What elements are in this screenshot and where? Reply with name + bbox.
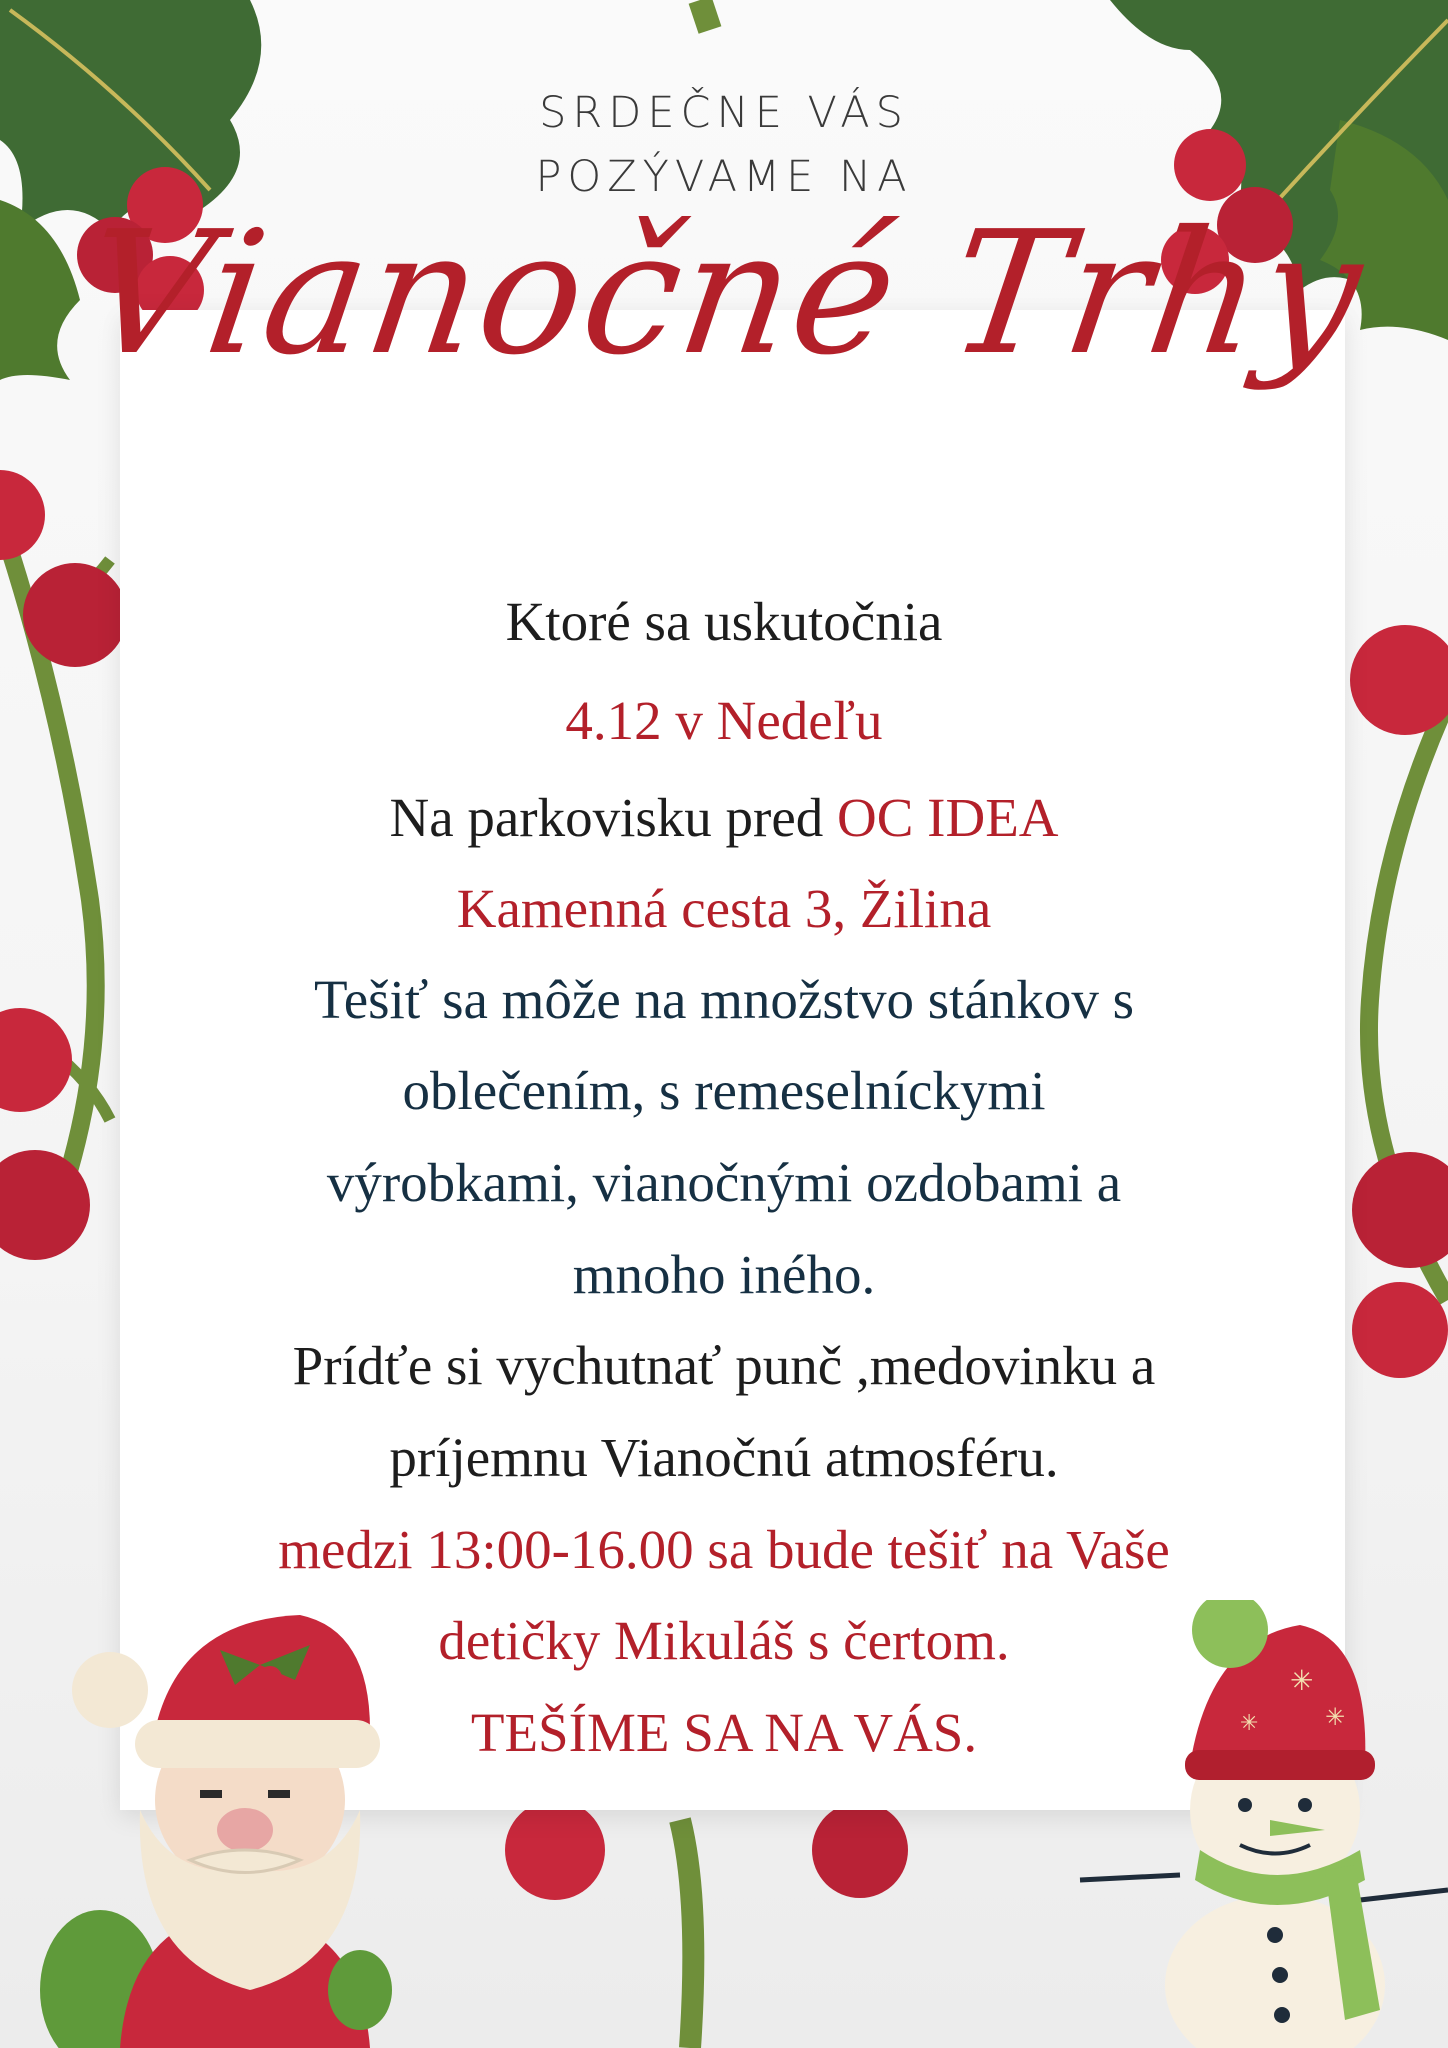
kicker-line-1: SRDEČNE VÁS: [539, 88, 909, 138]
snowman-icon: [1060, 1600, 1448, 2048]
description-line: výrobkami, vianočnými ozdobami a: [326, 1152, 1122, 1213]
location-prefix: Na parkovisku pred: [389, 787, 837, 848]
description-line: oblečením, s remeselníckymi: [402, 1060, 1046, 1121]
description-line: mnoho iného.: [572, 1244, 876, 1305]
location-name: OC IDEA: [837, 787, 1059, 848]
kicker-line-2: POZÝVAME NA: [535, 152, 913, 202]
kids-line: medzi 13:00-16.00 sa bude tešiť na Vaše: [278, 1519, 1170, 1580]
closing-text: TEŠÍME SA NA VÁS.: [470, 1702, 978, 1763]
description-line: Tešiť sa môže na množstvo stánkov s: [313, 969, 1135, 1030]
description-line: Prídťe si vychutnať punč ,medovinku a: [292, 1335, 1156, 1396]
svg-text:✳: ✳: [1290, 1664, 1314, 1697]
event-date: 4.12 v Nedeľu: [565, 690, 883, 751]
kids-line: detičky Mikuláš s čertom.: [438, 1610, 1010, 1671]
event-title: Vianočné Trhy: [73, 195, 1375, 393]
description-line: príjemnu Vianočnú atmosféru.: [389, 1427, 1059, 1488]
event-location: [0, 787, 1448, 848]
santa-claus-icon: [40, 1590, 480, 2048]
event-address: Kamenná cesta 3, Žilina: [456, 878, 992, 939]
svg-text:✳: ✳: [1325, 1703, 1346, 1731]
svg-text:✳: ✳: [1240, 1711, 1259, 1736]
intro-text: Ktoré sa uskutočnia: [505, 591, 943, 652]
